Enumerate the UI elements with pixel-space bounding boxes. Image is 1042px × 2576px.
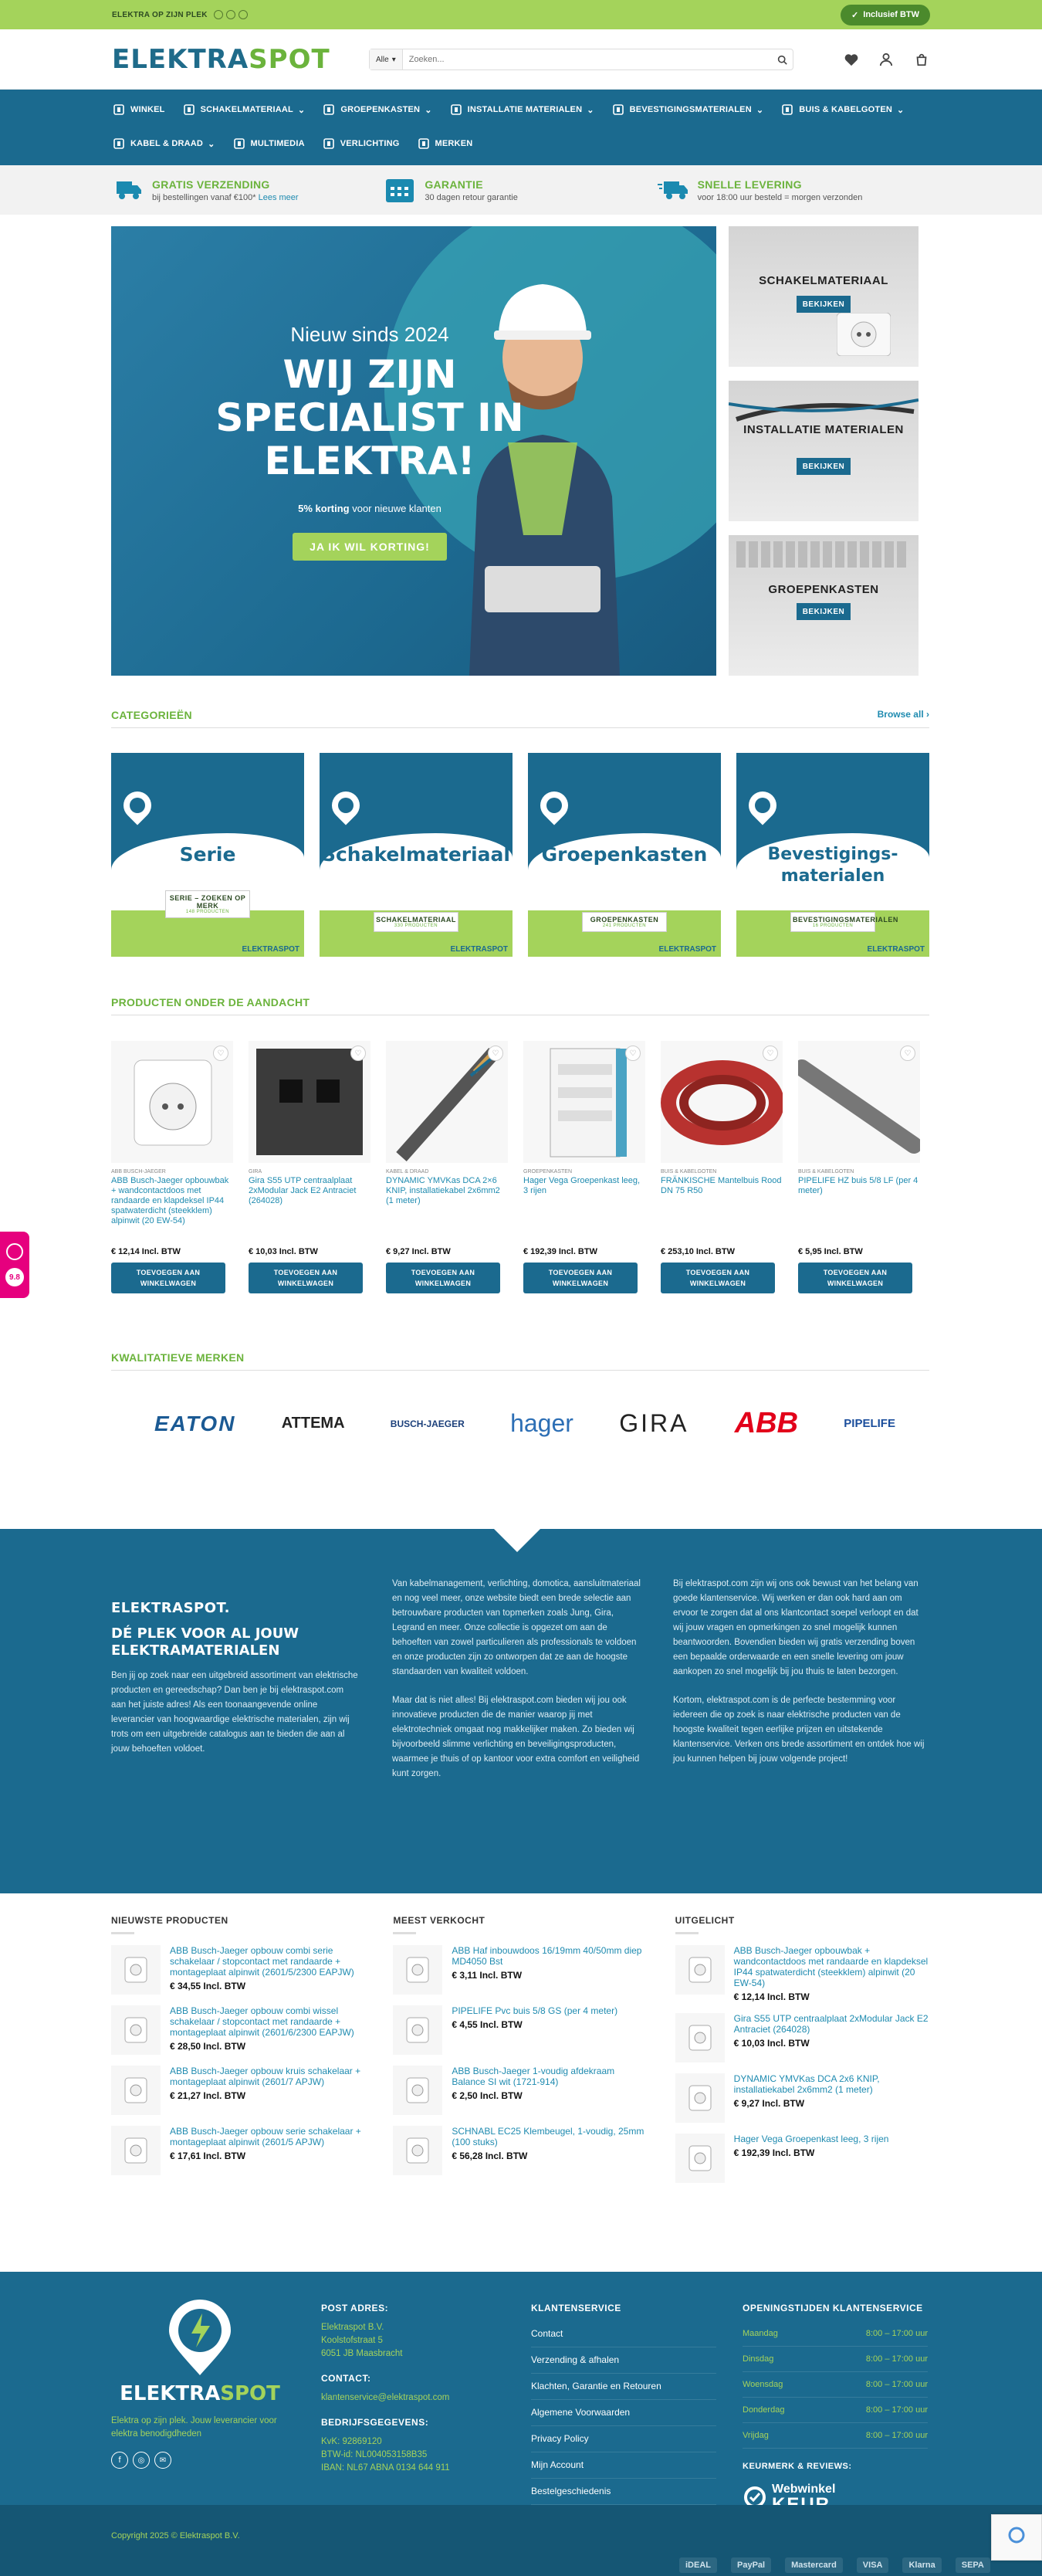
customer-service-heading: KLANTENSERVICE <box>531 2303 621 2313</box>
hours-time: 8:00 – 17:00 uur <box>865 2431 928 2440</box>
hero-text <box>204 323 536 561</box>
search-category-select[interactable]: Alle ▾ <box>370 49 403 69</box>
widget-divider <box>393 1932 416 1934</box>
recaptcha-icon <box>1007 2526 1026 2544</box>
widget-item-title[interactable]: Hager Vega Groepenkast leeg, 3 rijen <box>733 2134 889 2144</box>
hero-since: Nieuw sinds 2024 <box>290 323 449 346</box>
tile-view-button[interactable]: BEKIJKEN <box>797 458 851 475</box>
widget-heading: MEEST VERKOCHT <box>393 1915 485 1926</box>
widget-nieuwste-producten <box>111 1915 365 2194</box>
tile-view-button[interactable]: BEKIJKEN <box>797 296 851 313</box>
widget-item-thumbnail[interactable] <box>393 2005 442 2055</box>
chevron-down-icon: ⌄ <box>297 105 306 115</box>
top-message-text: ELEKTRA OP ZIJN PLEK <box>112 10 208 19</box>
widget-item[interactable] <box>111 2005 365 2055</box>
site-header <box>0 29 1042 90</box>
widget-item-title[interactable]: ABB Busch-Jaeger opbouwbak + wandcontactdoos met randaarde en klapdeksel IP44 spatwaterdicht (steekklem) alpinwit (20 EW-54) <box>733 1945 929 1988</box>
product-image[interactable] <box>386 1041 508 1163</box>
widget-item[interactable] <box>393 2005 647 2055</box>
multimedia-icon <box>232 137 246 151</box>
nav-item-label: MERKEN <box>435 139 473 148</box>
opening-hours-heading: OPENINGSTIJDEN KLANTENSERVICE <box>743 2303 923 2313</box>
category-cards <box>111 753 929 957</box>
nav-item-buis-kabelgoten[interactable] <box>780 103 904 117</box>
product-card[interactable] <box>249 1041 370 1293</box>
payment-method-visa: VISA <box>857 2557 889 2573</box>
card-brand: ELEKTRASPOT <box>450 945 508 954</box>
hero-title: WIJ ZIJN SPECIALIST IN ELEKTRA! <box>215 352 524 483</box>
widget-item[interactable] <box>675 2013 929 2062</box>
hero-banner[interactable] <box>111 226 716 676</box>
brand-pipelife[interactable]: PIPELIFE <box>844 1417 895 1430</box>
nav-item-label: BUIS & KABELGOTEN <box>799 105 893 114</box>
product-category: BUIS & KABELGOTEN <box>661 1169 717 1174</box>
card-brand: ELEKTRASPOT <box>242 945 299 954</box>
widget-item-price: € 28,50 Incl. BTW <box>170 2041 246 2052</box>
about-text-1: Ben jij op zoek naar een uitgebreid assortiment van elektrische producten en gereedschap? Dan ben je bij elektraspot.com aan het juiste adres! Als een toonaangevende online leverancier van hoogwaardige elektrische materialen, zijn wij trots om een uitgebreide catalogus aan te bieden die aan al jouw behoeften voldoet. <box>111 1671 358 1754</box>
email-icon[interactable]: ✉ <box>154 2452 171 2469</box>
widget-item[interactable] <box>675 2073 929 2123</box>
nav-item-kabel-draad[interactable] <box>112 137 215 151</box>
hours-day: Vrijdag <box>743 2431 769 2440</box>
instagram-icon[interactable] <box>226 10 235 19</box>
post-line: 6051 JB Maasbracht <box>321 2349 403 2358</box>
payment-method-paypal: PayPal <box>731 2557 771 2573</box>
wishlist-heart-icon[interactable]: ♡ <box>350 1046 366 1061</box>
search-bar <box>369 49 793 70</box>
product-widgets <box>111 1915 929 2194</box>
widget-item-price: € 34,55 Incl. BTW <box>170 1981 246 1991</box>
fusebox-icon <box>322 103 336 117</box>
product-card[interactable] <box>111 1041 233 1293</box>
vat-toggle-label: Inclusief BTW <box>863 10 919 19</box>
cable-tray-icon <box>780 103 794 117</box>
product-title-link[interactable]: Gira S55 UTP centraalplaat 2xModular Jack E2 Antraciet (264028) <box>249 1176 357 1205</box>
widget-item[interactable] <box>111 2066 365 2115</box>
category-card[interactable] <box>528 753 721 957</box>
widget-item-thumbnail[interactable] <box>111 2126 161 2175</box>
brands-icon <box>417 137 431 151</box>
product-price: € 12,14 Incl. BTW <box>111 1247 181 1256</box>
widget-item-title[interactable]: SCHNABL EC25 Klembeugel, 1-voudig, 25mm (100 stuks) <box>452 2126 644 2147</box>
hours-day: Maandag <box>743 2329 778 2338</box>
add-to-cart-button[interactable]: TOEVOEGEN AAN WINKELWAGEN <box>111 1263 225 1293</box>
hours-day: Woensdag <box>743 2380 783 2389</box>
calendar-icon <box>384 176 415 204</box>
category-card[interactable] <box>736 753 929 957</box>
switch-icon <box>182 103 196 117</box>
featured-header <box>111 996 929 1015</box>
usp-guarantee: GARANTIE 30 dagen retour garantie <box>384 176 657 204</box>
brand-gira[interactable]: GIRA <box>619 1409 689 1437</box>
recaptcha-badge[interactable] <box>991 2514 1042 2561</box>
payment-method-sepa: SEPA <box>956 2557 990 2573</box>
pin-icon <box>118 786 157 825</box>
about-text-2: Van kabelmanagement, verlichting, domotica, aansluitmateriaal en nog veel meer, onze website biedt een brede selectie aan betrouwbare producten van topmerken zoals Jung, Gira, Legrand en meer. Onze collectie is opgezet om aan de behoeften van zowel particulieren als professionals te voldoen en onze producten zijn zo ontworpen dat ze aan de hoogste standaarden van kwaliteit voldoen. <box>392 1579 641 1676</box>
tile-schakelmateriaal[interactable]: SCHAKELMATERIAAL BEKIJKEN <box>729 226 919 367</box>
post-address-heading: POST ADRES: <box>321 2303 389 2313</box>
opening-hours-row <box>743 2423 928 2449</box>
review-score: 9.8 <box>5 1268 24 1286</box>
widget-item-title[interactable]: ABB Busch-Jaeger opbouw serie schakelaar + montageplaat alpinwit (2601/5 APJW) <box>170 2126 361 2147</box>
bottom-bar <box>0 2505 1042 2576</box>
company-line: KvK: 92869120 <box>321 2437 382 2446</box>
widget-item-thumbnail[interactable] <box>675 2134 725 2183</box>
product-card[interactable] <box>661 1041 783 1293</box>
widget-item-thumbnail[interactable] <box>393 2066 442 2115</box>
facebook-icon[interactable]: f <box>111 2452 128 2469</box>
footer-link[interactable]: Mijn Account <box>531 2452 716 2479</box>
tile-view-button[interactable]: BEKIJKEN <box>797 603 851 620</box>
widget-divider <box>675 1932 699 1934</box>
widget-item-price: € 12,14 Incl. BTW <box>733 1991 810 2002</box>
product-category: GIRA <box>249 1169 262 1174</box>
category-name: Serie <box>179 843 236 866</box>
hero-discount: 5% korting voor nieuwe klanten <box>298 503 441 514</box>
nav-item-winkel[interactable] <box>112 103 165 117</box>
hero-discount-button[interactable]: JA IK WIL KORTING! <box>293 533 447 561</box>
product-category: GROEPENKASTEN <box>523 1169 573 1174</box>
widget-heading: UITGELICHT <box>675 1915 735 1926</box>
widget-uitgelicht <box>675 1915 929 2194</box>
wishlist-heart-icon[interactable]: ♡ <box>900 1046 915 1061</box>
footer-link[interactable]: Bestelgeschiedenis <box>531 2479 716 2505</box>
add-to-cart-button[interactable]: TOEVOEGEN AAN WINKELWAGEN <box>798 1263 912 1293</box>
chevron-down-icon: ▾ <box>391 55 396 64</box>
truck-icon <box>112 178 143 202</box>
brand-busch-jaeger[interactable]: BUSCH-JAEGER <box>390 1418 465 1429</box>
category-card[interactable] <box>320 753 513 957</box>
product-image[interactable] <box>111 1041 233 1163</box>
add-to-cart-button[interactable]: TOEVOEGEN AAN WINKELWAGEN <box>249 1263 363 1293</box>
top-bar <box>0 0 1042 29</box>
widget-item-thumbnail[interactable] <box>111 1945 161 1995</box>
featured-title: PRODUCTEN ONDER DE AANDACHT <box>111 996 310 1008</box>
nav-item-label: GROEPENKASTEN <box>340 105 421 114</box>
chevron-down-icon: ⌄ <box>756 105 764 115</box>
nav-item-verlichting[interactable] <box>322 137 400 151</box>
usp-bar <box>0 165 1042 215</box>
search-input[interactable] <box>403 49 771 69</box>
chevron-down-icon: ⌄ <box>425 105 432 115</box>
widget-item-title[interactable]: ABB Busch-Jaeger 1-voudig afdekraam Balance SI wit (1721-914) <box>452 2066 615 2087</box>
product-category: ABB BUSCH-JAEGER <box>111 1169 166 1174</box>
footer-tagline: Elektra op zijn plek. Jouw leverancier voor elektra benodigdheden <box>111 2416 277 2439</box>
footer-logo[interactable]: ELEKTRASPOT <box>120 2382 280 2405</box>
review-widget[interactable] <box>0 1232 29 1298</box>
browse-all-link[interactable]: Browse all › <box>877 709 929 720</box>
nav-item-multimedia[interactable] <box>232 137 305 151</box>
bulb-icon <box>322 137 336 151</box>
product-title-link[interactable]: ABB Busch-Jaeger opbouwbak + wandcontactdoos met randaarde en klapdeksel IP44 spatwaterdicht (steekklem) alpinwit (20 EW-54) <box>111 1176 229 1225</box>
nav-item-schakelmateriaal[interactable] <box>182 103 306 117</box>
product-category: KABEL & DRAAD <box>386 1169 429 1174</box>
tile-installatie[interactable]: INSTALLATIE MATERIALEN BEKIJKEN <box>729 381 919 521</box>
brand-abb[interactable]: ABB <box>734 1407 799 1439</box>
widget-item-thumbnail[interactable] <box>675 1945 725 1995</box>
footer-link[interactable]: Verzending & afhalen <box>531 2347 716 2374</box>
cable-icon <box>112 137 126 151</box>
category-tag[interactable]: SERIE – ZOEKEN OP MERK 148 PRODUCTEN <box>165 890 250 918</box>
fusebox-image <box>729 535 919 574</box>
keurmerk-heading: KEURMERK & REVIEWS: <box>743 2462 852 2471</box>
product-image[interactable] <box>523 1041 645 1163</box>
opening-hours-row <box>743 2398 928 2423</box>
pin-icon <box>743 786 783 825</box>
add-to-cart-button[interactable]: TOEVOEGEN AAN WINKELWAGEN <box>661 1263 775 1293</box>
nav-item-label: VERLICHTING <box>340 139 400 148</box>
footer-link[interactable]: Klachten, Garantie en Retouren <box>531 2374 716 2400</box>
category-name: Groepenkasten <box>541 843 708 866</box>
widget-item-thumbnail[interactable] <box>675 2013 725 2062</box>
post-line: Koolstofstraat 5 <box>321 2336 383 2345</box>
wishlist-heart-icon[interactable]: ♡ <box>625 1046 641 1061</box>
product-price: € 5,95 Incl. BTW <box>798 1247 863 1256</box>
widget-item-price: € 2,50 Incl. BTW <box>452 2090 523 2101</box>
opening-hours-row <box>743 2372 928 2398</box>
widget-item[interactable] <box>393 2126 647 2175</box>
email-icon[interactable] <box>239 10 248 19</box>
usp-delivery: SNELLE LEVERING voor 18:00 uur besteld = morgen verzonden <box>658 178 930 202</box>
hours-day: Donderdag <box>743 2405 785 2415</box>
chevron-down-icon: ⌄ <box>587 105 594 115</box>
widget-item[interactable] <box>393 2066 647 2115</box>
tile-groepenkasten[interactable]: GROEPENKASTEN BEKIJKEN <box>729 535 919 676</box>
widget-item-price: € 192,39 Incl. BTW <box>733 2147 815 2158</box>
opening-hours-row <box>743 2321 928 2347</box>
payment-method-mastercard: Mastercard <box>785 2557 843 2573</box>
usp-shipping: GRATIS VERZENDING bij bestellingen vanaf €100* Lees meer <box>112 178 384 202</box>
category-name: Schakelmateriaal <box>321 843 510 866</box>
widget-item-title[interactable]: ABB Busch-Jaeger opbouw combi serie schakelaar / stopcontact met randaarde + montageplaat alpinwit (2601/5/2300 EAPJW) <box>170 1945 354 1978</box>
about-text-4: Bij elektraspot.com zijn wij ons ook bewust van het belang van goede klantenservice. Wij werken er dan ook hard aan om ervoor te zorgen dat al ons klantcontact soepel verloopt en dat wij jouw vragen en opmerkingen zo snel mogelijk kunnen beantwoorden. Bovendien bieden wij gratis verzending boven een bepaalde orderwaarde en een snelle levering om jouw aankopen zo snel mogelijk bij jou thuis te laten bezorgen. <box>673 1579 919 1676</box>
widget-item-thumbnail[interactable] <box>393 1945 442 1995</box>
payment-methods <box>679 2557 990 2573</box>
copyright-text: Copyright 2025 © Elektraspot B.V. <box>111 2531 240 2540</box>
contact-email-link[interactable]: klantenservice@elektraspot.com <box>321 2393 450 2402</box>
brand-eaton[interactable]: EATON <box>154 1411 236 1435</box>
nav-item-groepenkasten[interactable] <box>322 103 431 117</box>
widget-item-thumbnail[interactable] <box>393 2126 442 2175</box>
widget-item[interactable] <box>675 2134 929 2183</box>
categories-header <box>111 709 929 728</box>
footer-link[interactable]: Privacy Policy <box>531 2426 716 2452</box>
widget-divider <box>111 1932 134 1934</box>
wishlist-heart-icon[interactable]: ♡ <box>213 1046 228 1061</box>
footer-link[interactable]: Algemene Voorwaarden <box>531 2400 716 2426</box>
widget-item-price: € 9,27 Incl. BTW <box>733 2098 805 2109</box>
about-subtitle: DÉ PLEK VOOR AL JOUW ELEKTRAMATERIALEN <box>111 1625 299 1659</box>
cart-icon[interactable] <box>913 52 930 67</box>
product-card[interactable] <box>386 1041 508 1293</box>
category-tag[interactable]: SCHAKELMATERIAAL 330 PRODUCTEN <box>374 912 458 932</box>
read-more-link[interactable]: Lees meer <box>258 192 299 202</box>
nav-item-bevestigingsmaterialen[interactable] <box>611 103 764 117</box>
top-message <box>112 10 248 19</box>
opening-hours-row <box>743 2347 928 2372</box>
brands-header <box>111 1351 929 1371</box>
widget-item[interactable] <box>675 1945 929 2002</box>
add-to-cart-button[interactable]: TOEVOEGEN AAN WINKELWAGEN <box>386 1263 500 1293</box>
site-footer <box>0 2272 1042 2505</box>
cables-image <box>729 396 919 427</box>
footer-link[interactable]: Contact <box>531 2321 716 2347</box>
hours-time: 8:00 – 17:00 uur <box>865 2354 928 2364</box>
wishlist-heart-icon[interactable]: ♡ <box>763 1046 778 1061</box>
widget-item-title[interactable]: ABB Busch-Jaeger opbouw kruis schakelaar + montageplaat alpinwit (2601/7 APJW) <box>170 2066 361 2087</box>
product-card[interactable] <box>798 1041 920 1293</box>
nav-item-merken[interactable] <box>417 137 473 151</box>
widget-item-title[interactable]: ABB Busch-Jaeger opbouw combi wissel schakelaar / stopcontact met randaarde + montageplaat alpinwit (2601/6/2300 EAPJW) <box>170 2005 354 2038</box>
brand-attema[interactable]: ATTEMA <box>281 1415 345 1432</box>
widget-item-thumbnail[interactable] <box>111 2005 161 2055</box>
site-logo[interactable]: ELEKTRASPOT <box>112 44 330 75</box>
widget-item[interactable] <box>111 1945 365 1995</box>
about-text-5: Kortom, elektraspot.com is de perfecte bestemming voor iedereen die op zoek is naar elektrische producten van de hoogste kwaliteit tegen eerlijke prijzen en uitstekende klantenservice. Verken ons brede assortiment en ontdek hoe wij jou kunnen helpen bij jouw volgende project! <box>673 1696 925 1764</box>
review-logo-icon <box>6 1243 23 1260</box>
payment-method-klarna: Klarna <box>902 2557 941 2573</box>
widget-item-price: € 3,11 Incl. BTW <box>452 1970 523 1981</box>
category-card[interactable] <box>111 753 304 957</box>
category-tag[interactable]: BEVESTIGINGSMATERIALEN 16 PRODUCTEN <box>790 912 875 932</box>
wishlist-heart-icon[interactable]: ♡ <box>488 1046 503 1061</box>
hours-day: Dinsdag <box>743 2354 774 2364</box>
user-icon[interactable] <box>879 53 893 66</box>
add-to-cart-button[interactable]: TOEVOEGEN AAN WINKELWAGEN <box>523 1263 638 1293</box>
webwinkelkeur-logo[interactable]: Webwinkel <box>744 2482 835 2513</box>
product-title-link[interactable]: FRÄNKISCHE Mantelbuis Rood DN 75 R50 <box>661 1176 782 1195</box>
footer-logo-pin <box>165 2300 235 2377</box>
widget-item[interactable] <box>393 1945 647 1995</box>
check-icon: ✓ <box>851 10 859 20</box>
widget-item-thumbnail[interactable] <box>675 2073 725 2123</box>
widget-item-title[interactable]: DYNAMIC YMVKas DCA 2x6 KNIP, installatiekabel 2x6mm2 (1 meter) <box>733 2073 880 2095</box>
nav-item-label: INSTALLATIE MATERIALEN <box>467 105 583 114</box>
product-title-link[interactable]: Hager Vega Groepenkast leeg, 3 rijen <box>523 1176 641 1195</box>
product-title-link[interactable]: PIPELIFE HZ buis 5/8 LF (per 4 meter) <box>798 1176 919 1195</box>
socket-image <box>837 313 891 356</box>
widget-meest-verkocht <box>393 1915 647 2194</box>
nav-item-installatie-materialen[interactable] <box>449 103 594 117</box>
hours-time: 8:00 – 17:00 uur <box>865 2329 928 2338</box>
brand-logos <box>154 1407 895 1440</box>
about-text-3: Maar dat is niet alles! Bij elektraspot.com bieden wij jou ook innovatieve producten die de manier waarop jij met elektrotechniek omgaat nog makkelijker maken. Zo bieden wij bijvoorbeeld slimme verlichting en beveiligingsproducten, waarmee je thuis of op kantoor voor extra comfort en veiligheid kunt zorgen. <box>392 1696 640 1778</box>
brands-title: KWALITATIEVE MERKEN <box>111 1351 245 1364</box>
widget-item-price: € 17,61 Incl. BTW <box>170 2151 246 2161</box>
widget-item-price: € 21,27 Incl. BTW <box>170 2090 246 2101</box>
widget-item-title[interactable]: PIPELIFE Pvc buis 5/8 GS (per 4 meter) <box>452 2005 618 2016</box>
chevron-down-icon: ⌄ <box>897 105 905 115</box>
company-line: IBAN: NL67 ABNA 0134 644 911 <box>321 2463 450 2473</box>
company-line: BTW-id: NL004053158B35 <box>321 2450 428 2459</box>
widget-item-price: € 56,28 Incl. BTW <box>452 2151 528 2161</box>
section-notch <box>494 1529 540 1552</box>
hours-time: 8:00 – 17:00 uur <box>865 2405 928 2415</box>
hours-time: 8:00 – 17:00 uur <box>865 2380 928 2389</box>
nav-item-label: BEVESTIGINGSMATERIALEN <box>629 105 752 114</box>
power-icon <box>449 103 463 117</box>
card-brand: ELEKTRASPOT <box>867 945 925 954</box>
product-price: € 253,10 Incl. BTW <box>661 1247 735 1256</box>
widget-item-thumbnail[interactable] <box>111 2066 161 2115</box>
nav-item-label: MULTIMEDIA <box>250 139 305 148</box>
pin-icon <box>535 786 574 825</box>
product-category: BUIS & KABELGOTEN <box>798 1169 854 1174</box>
product-card[interactable] <box>523 1041 645 1293</box>
instagram-icon[interactable]: ◎ <box>133 2452 150 2469</box>
search-icon <box>777 55 787 65</box>
product-price: € 9,27 Incl. BTW <box>386 1247 451 1256</box>
widget-heading: NIEUWSTE PRODUCTEN <box>111 1915 228 1926</box>
widget-item[interactable] <box>111 2126 365 2175</box>
tools-icon <box>611 103 625 117</box>
brand-hager[interactable]: hager <box>510 1409 573 1437</box>
chevron-down-icon: ⌄ <box>208 139 215 149</box>
widget-item-title[interactable]: Gira S55 UTP centraalplaat 2xModular Jack E2 Antraciet (264028) <box>733 2013 929 2035</box>
nav-item-label: WINKEL <box>130 105 165 114</box>
contact-heading: CONTACT: <box>321 2373 371 2384</box>
featured-products <box>111 1041 929 1293</box>
category-name: Bevestigings-materialen <box>767 845 898 886</box>
product-image[interactable] <box>661 1041 783 1163</box>
shop-icon <box>112 103 126 117</box>
product-image[interactable] <box>798 1041 920 1163</box>
product-title-link[interactable]: DYNAMIC YMVKas DCA 2×6 KNIP, installatiekabel 2x6mm2 (1 meter) <box>386 1176 500 1205</box>
category-tag[interactable]: GROEPENKASTEN 241 PRODUCTEN <box>582 912 667 932</box>
categories-title: CATEGORIEËN <box>111 709 192 721</box>
about-section <box>0 1529 1042 1893</box>
widget-item-price: € 4,55 Incl. BTW <box>452 2019 523 2030</box>
pin-icon <box>326 786 366 825</box>
search-button[interactable] <box>771 55 793 65</box>
fast-truck-icon <box>658 178 688 202</box>
payment-method-ideal: iDEAL <box>679 2557 717 2573</box>
heart-icon[interactable] <box>844 53 859 66</box>
nav-item-label: SCHAKELMATERIAAL <box>200 105 293 114</box>
product-price: € 192,39 Incl. BTW <box>523 1247 597 1256</box>
vat-toggle-button[interactable] <box>841 5 930 25</box>
footer-social <box>111 2452 289 2469</box>
about-title: ELEKTRASPOT. <box>111 1600 230 1616</box>
card-brand: ELEKTRASPOT <box>658 945 716 954</box>
main-navigation <box>0 90 1042 165</box>
company-heading: BEDRIJFSGEGEVENS: <box>321 2417 429 2428</box>
nav-item-label: KABEL & DRAAD <box>130 139 204 148</box>
widget-item-price: € 10,03 Incl. BTW <box>733 2038 810 2049</box>
product-price: € 10,03 Incl. BTW <box>249 1247 318 1256</box>
post-line: Elektraspot B.V. <box>321 2323 384 2332</box>
widget-item-title[interactable]: ABB Haf inbouwdoos 16/19mm 40/50mm diep MD4050 Bst <box>452 1945 642 1967</box>
product-image[interactable] <box>249 1041 370 1163</box>
facebook-icon[interactable] <box>214 10 223 19</box>
